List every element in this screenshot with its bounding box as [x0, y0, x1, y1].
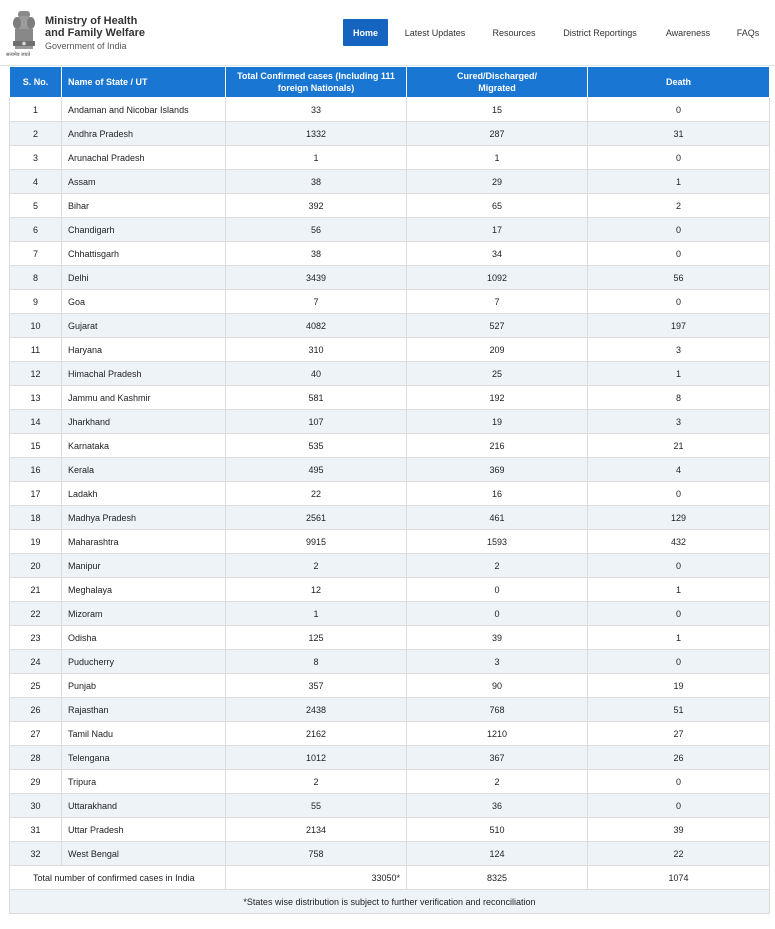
- state-cases-table-container: [9, 66, 769, 914]
- cell-death: 19: [588, 674, 770, 698]
- cell-state-name: Telengana: [62, 746, 226, 770]
- cell-cured: 65: [407, 194, 588, 218]
- table-header-row: [10, 67, 770, 98]
- cell-cured: 0: [407, 578, 588, 602]
- table-row: [10, 842, 770, 866]
- cell-state-name: Goa: [62, 290, 226, 314]
- emblem-caption: सत्यमेव जयते: [6, 52, 31, 58]
- table-row: [10, 242, 770, 266]
- cell-cured: 15: [407, 98, 588, 122]
- government-label: Government of India: [45, 41, 127, 51]
- cell-confirmed: 758: [226, 842, 407, 866]
- cell-state-name: Andaman and Nicobar Islands: [62, 98, 226, 122]
- state-cases-table: [9, 66, 770, 914]
- table-row: [10, 674, 770, 698]
- cell-death: 8: [588, 386, 770, 410]
- cell-sno: 6: [10, 218, 62, 242]
- cell-confirmed: 12: [226, 578, 407, 602]
- cell-sno: 5: [10, 194, 62, 218]
- table-row: [10, 746, 770, 770]
- cell-cured: 3: [407, 650, 588, 674]
- cell-confirmed: 2: [226, 770, 407, 794]
- table-row: [10, 146, 770, 170]
- cell-confirmed: 1012: [226, 746, 407, 770]
- cell-sno: 2: [10, 122, 62, 146]
- cell-death: 0: [588, 290, 770, 314]
- cell-cured: 510: [407, 818, 588, 842]
- table-row: [10, 386, 770, 410]
- cell-cured: 2: [407, 554, 588, 578]
- cell-death: 0: [588, 482, 770, 506]
- table-row: [10, 602, 770, 626]
- cell-cured: 34: [407, 242, 588, 266]
- table-row: [10, 410, 770, 434]
- cell-death: 0: [588, 242, 770, 266]
- cell-death: 432: [588, 530, 770, 554]
- header-cured-line1: Cured/Discharged/: [456, 71, 538, 81]
- cell-death: 0: [588, 794, 770, 818]
- cell-cured: 90: [407, 674, 588, 698]
- cell-death: 0: [588, 770, 770, 794]
- cell-state-name: Maharashtra: [62, 530, 226, 554]
- cell-confirmed: 4082: [226, 314, 407, 338]
- cell-sno: 26: [10, 698, 62, 722]
- cell-death: 51: [588, 698, 770, 722]
- total-death: 1074: [588, 866, 770, 890]
- cell-confirmed: 56: [226, 218, 407, 242]
- cell-confirmed: 495: [226, 458, 407, 482]
- cell-death: 0: [588, 98, 770, 122]
- cell-death: 3: [588, 338, 770, 362]
- header-death: Death: [588, 67, 770, 98]
- cell-cured: 287: [407, 122, 588, 146]
- cell-confirmed: 2: [226, 554, 407, 578]
- cell-sno: 24: [10, 650, 62, 674]
- cell-sno: 31: [10, 818, 62, 842]
- cell-confirmed: 392: [226, 194, 407, 218]
- cell-confirmed: 8: [226, 650, 407, 674]
- cell-state-name: Himachal Pradesh: [62, 362, 226, 386]
- cell-death: 1: [588, 626, 770, 650]
- header-state-name: Name of State / UT: [62, 67, 226, 98]
- cell-cured: 124: [407, 842, 588, 866]
- cell-cured: 16: [407, 482, 588, 506]
- cell-state-name: Karnataka: [62, 434, 226, 458]
- cell-sno: 22: [10, 602, 62, 626]
- table-row: [10, 194, 770, 218]
- table-row: [10, 434, 770, 458]
- cell-confirmed: 33: [226, 98, 407, 122]
- table-row: [10, 698, 770, 722]
- cell-death: 0: [588, 146, 770, 170]
- cell-sno: 15: [10, 434, 62, 458]
- total-row: [10, 866, 770, 890]
- cell-sno: 14: [10, 410, 62, 434]
- table-row: [10, 530, 770, 554]
- cell-state-name: Jharkhand: [62, 410, 226, 434]
- header-bar: [0, 0, 775, 66]
- cell-death: 56: [588, 266, 770, 290]
- cell-state-name: Manipur: [62, 554, 226, 578]
- table-row: [10, 218, 770, 242]
- cell-death: 0: [588, 602, 770, 626]
- cell-state-name: Andhra Pradesh: [62, 122, 226, 146]
- cell-sno: 23: [10, 626, 62, 650]
- cell-state-name: Tamil Nadu: [62, 722, 226, 746]
- table-row: [10, 770, 770, 794]
- table-row: [10, 314, 770, 338]
- cell-cured: 17: [407, 218, 588, 242]
- ministry-logo-text[interactable]: [45, 15, 145, 52]
- cell-sno: 17: [10, 482, 62, 506]
- cell-death: 3: [588, 410, 770, 434]
- cell-confirmed: 1: [226, 146, 407, 170]
- cell-sno: 1: [10, 98, 62, 122]
- cell-state-name: Chhattisgarh: [62, 242, 226, 266]
- cell-confirmed: 2438: [226, 698, 407, 722]
- nav-resources[interactable]: Resources: [492, 27, 536, 38]
- cell-death: 197: [588, 314, 770, 338]
- cell-death: 21: [588, 434, 770, 458]
- cell-state-name: Puducherry: [62, 650, 226, 674]
- cell-cured: 192: [407, 386, 588, 410]
- table-row: [10, 98, 770, 122]
- ministry-name-line1: Ministry of Health: [45, 15, 138, 27]
- table-row: [10, 554, 770, 578]
- cell-confirmed: 22: [226, 482, 407, 506]
- cell-death: 26: [588, 746, 770, 770]
- cell-sno: 27: [10, 722, 62, 746]
- cell-sno: 21: [10, 578, 62, 602]
- table-row: [10, 362, 770, 386]
- nav-district-reportings[interactable]: District Reportings: [563, 27, 637, 38]
- cell-state-name: Uttar Pradesh: [62, 818, 226, 842]
- cell-death: 22: [588, 842, 770, 866]
- cell-cured: 209: [407, 338, 588, 362]
- cell-confirmed: 38: [226, 242, 407, 266]
- cell-confirmed: 125: [226, 626, 407, 650]
- cell-death: 4: [588, 458, 770, 482]
- cell-sno: 3: [10, 146, 62, 170]
- cell-confirmed: 2162: [226, 722, 407, 746]
- distribution-note: *States wise distribution is subject to further verification and reconciliation: [10, 890, 770, 914]
- cell-cured: 2: [407, 770, 588, 794]
- cell-state-name: Arunachal Pradesh: [62, 146, 226, 170]
- cell-state-name: Rajasthan: [62, 698, 226, 722]
- cell-cured: 39: [407, 626, 588, 650]
- cell-state-name: Gujarat: [62, 314, 226, 338]
- cell-state-name: Uttarakhand: [62, 794, 226, 818]
- table-row: [10, 650, 770, 674]
- cell-death: 0: [588, 554, 770, 578]
- table-row: [10, 458, 770, 482]
- cell-cured: 19: [407, 410, 588, 434]
- cell-sno: 28: [10, 746, 62, 770]
- cell-cured: 1: [407, 146, 588, 170]
- total-confirmed: 33050*: [226, 866, 407, 890]
- cell-cured: 25: [407, 362, 588, 386]
- cell-cured: 461: [407, 506, 588, 530]
- cell-cured: 1210: [407, 722, 588, 746]
- cell-confirmed: 9915: [226, 530, 407, 554]
- cell-sno: 13: [10, 386, 62, 410]
- cell-confirmed: 581: [226, 386, 407, 410]
- cell-sno: 19: [10, 530, 62, 554]
- cell-state-name: Odisha: [62, 626, 226, 650]
- cell-sno: 16: [10, 458, 62, 482]
- cell-confirmed: 38: [226, 170, 407, 194]
- table-row: [10, 722, 770, 746]
- cell-sno: 10: [10, 314, 62, 338]
- cell-death: 1: [588, 578, 770, 602]
- cell-cured: 369: [407, 458, 588, 482]
- cell-sno: 18: [10, 506, 62, 530]
- table-row: [10, 794, 770, 818]
- cell-confirmed: 535: [226, 434, 407, 458]
- table-row: [10, 338, 770, 362]
- cell-state-name: Jammu and Kashmir: [62, 386, 226, 410]
- cell-cured: 36: [407, 794, 588, 818]
- cell-cured: 367: [407, 746, 588, 770]
- cell-death: 27: [588, 722, 770, 746]
- nav-awareness[interactable]: Awareness: [665, 27, 711, 38]
- cell-death: 31: [588, 122, 770, 146]
- nav-latest-updates[interactable]: Latest Updates: [404, 27, 466, 38]
- cell-state-name: Haryana: [62, 338, 226, 362]
- table-row: [10, 170, 770, 194]
- table-row: [10, 578, 770, 602]
- cell-confirmed: 7: [226, 290, 407, 314]
- cell-death: 0: [588, 650, 770, 674]
- table-row: [10, 626, 770, 650]
- cell-sno: 25: [10, 674, 62, 698]
- cell-confirmed: 107: [226, 410, 407, 434]
- table-row: [10, 506, 770, 530]
- cell-confirmed: 40: [226, 362, 407, 386]
- cell-cured: 768: [407, 698, 588, 722]
- cell-sno: 8: [10, 266, 62, 290]
- cell-confirmed: 3439: [226, 266, 407, 290]
- cell-confirmed: 1: [226, 602, 407, 626]
- cell-confirmed: 357: [226, 674, 407, 698]
- cell-death: 0: [588, 218, 770, 242]
- cell-state-name: Mizoram: [62, 602, 226, 626]
- cell-sno: 30: [10, 794, 62, 818]
- cell-death: 2: [588, 194, 770, 218]
- cell-sno: 11: [10, 338, 62, 362]
- cell-death: 129: [588, 506, 770, 530]
- cell-cured: 0: [407, 602, 588, 626]
- cell-cured: 7: [407, 290, 588, 314]
- cell-state-name: Ladakh: [62, 482, 226, 506]
- cell-state-name: Kerala: [62, 458, 226, 482]
- table-row: [10, 122, 770, 146]
- cell-cured: 1593: [407, 530, 588, 554]
- cell-state-name: Madhya Pradesh: [62, 506, 226, 530]
- header-cured: [407, 67, 588, 98]
- cell-cured: 216: [407, 434, 588, 458]
- cell-cured: 1092: [407, 266, 588, 290]
- cell-state-name: Meghalaya: [62, 578, 226, 602]
- cell-state-name: Bihar: [62, 194, 226, 218]
- cell-confirmed: 55: [226, 794, 407, 818]
- nav-faqs[interactable]: FAQs: [736, 27, 760, 38]
- cell-sno: 7: [10, 242, 62, 266]
- nav-home[interactable]: Home: [343, 19, 388, 46]
- cell-cured: 527: [407, 314, 588, 338]
- cell-sno: 12: [10, 362, 62, 386]
- cell-sno: 4: [10, 170, 62, 194]
- table-row: [10, 818, 770, 842]
- table-row: [10, 266, 770, 290]
- cell-state-name: Assam: [62, 170, 226, 194]
- cell-state-name: Delhi: [62, 266, 226, 290]
- total-label: Total number of confirmed cases in India: [10, 866, 226, 890]
- header-sno: S. No.: [10, 67, 62, 98]
- cell-confirmed: 2561: [226, 506, 407, 530]
- cell-death: 1: [588, 362, 770, 386]
- table-row: [10, 290, 770, 314]
- header-cured-line2: Migrated: [478, 83, 516, 93]
- cell-confirmed: 310: [226, 338, 407, 362]
- cell-confirmed: 1332: [226, 122, 407, 146]
- cell-death: 1: [588, 170, 770, 194]
- note-row: [10, 890, 770, 914]
- cell-death: 39: [588, 818, 770, 842]
- header-confirmed-line1: Total Confirmed cases (Including 111: [237, 71, 395, 81]
- cell-sno: 9: [10, 290, 62, 314]
- cell-state-name: Punjab: [62, 674, 226, 698]
- header-confirmed: [226, 67, 407, 98]
- cell-state-name: West Bengal: [62, 842, 226, 866]
- ministry-name-line2: and Family Welfare: [45, 27, 146, 39]
- header-confirmed-line2: foreign Nationals): [277, 83, 355, 93]
- cell-state-name: Chandigarh: [62, 218, 226, 242]
- total-cured: 8325: [407, 866, 588, 890]
- cell-sno: 32: [10, 842, 62, 866]
- table-row: [10, 482, 770, 506]
- cell-confirmed: 2134: [226, 818, 407, 842]
- cell-sno: 29: [10, 770, 62, 794]
- cell-sno: 20: [10, 554, 62, 578]
- cell-cured: 29: [407, 170, 588, 194]
- cell-state-name: Tripura: [62, 770, 226, 794]
